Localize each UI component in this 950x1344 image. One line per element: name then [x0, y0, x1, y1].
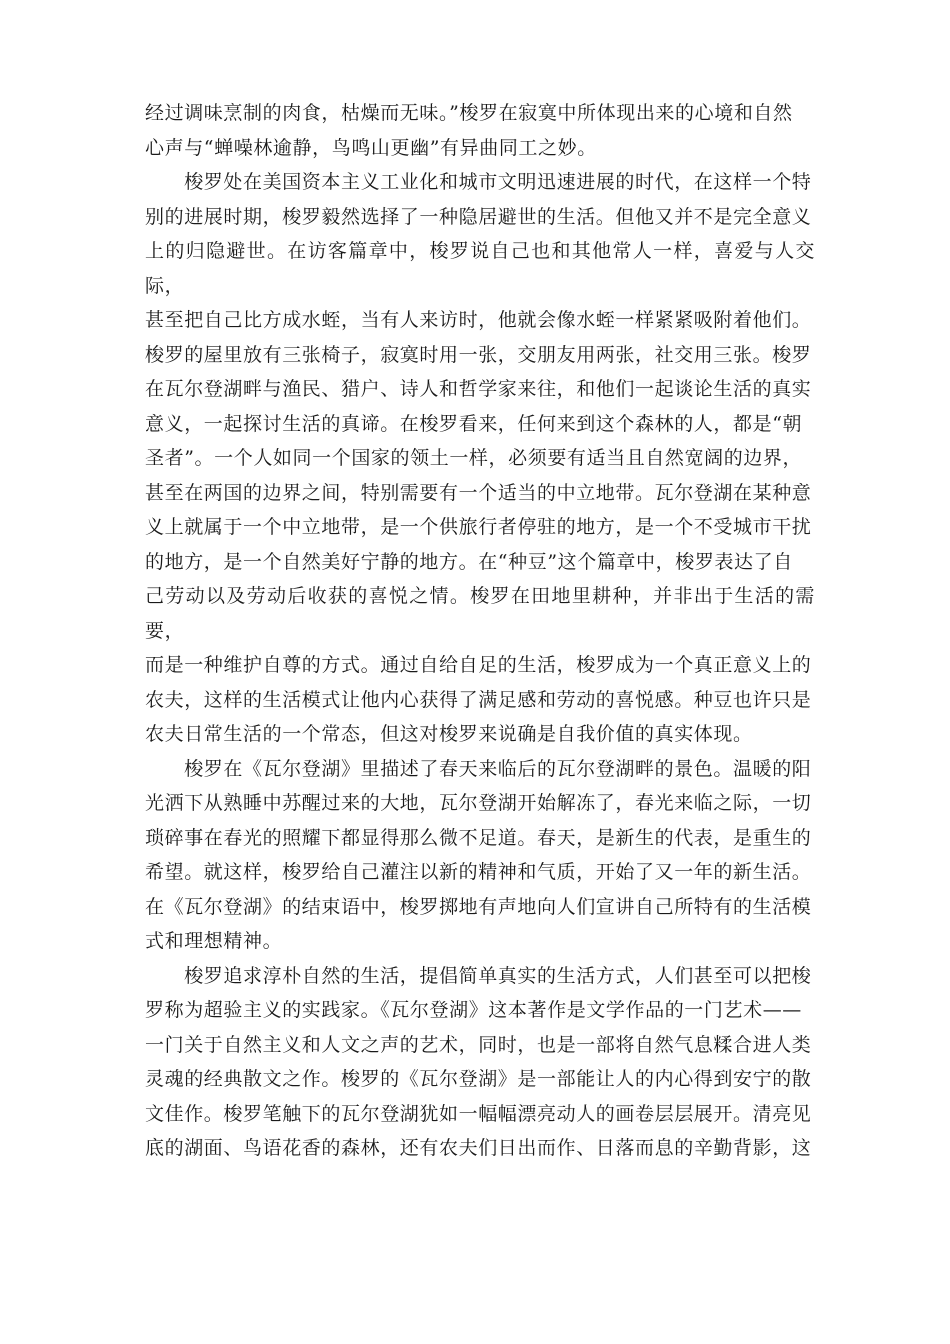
paragraph-1: 经过调味烹制的肉食，枯燥而无味。”梭罗在寂寞中所体现出来的心境和自然 心声与“蝉噪林逾静，鸟鸣山更幽”有异曲同工之妙。 [145, 102, 793, 159]
paragraph-3: 梭罗在《瓦尔登湖》里描述了春天来临后的瓦尔登湖畔的景色。温暖的阳 光洒下从熟睡中苏醒过来的大地，瓦尔登湖开始解冻了，春光来临之际，一切 琐碎事在春光的照耀下都显得那么微不足道。春天，是新生的代表，是重生的 希望。就这样，梭罗给自己灌注以新的精神和气质，开始了又一年的新生活。 在《瓦尔登湖》的结束语中，梭罗掷地有声地向人们宣讲自己所特有的生活模 式和理想精神。 [145, 757, 812, 952]
paragraph-2: 梭罗处在美国资本主义工业化和城市文明迅速进展的时代，在这样一个特 别的进展时期，梭罗毅然选择了一种隐居避世的生活。但他又并不是完全意义 上的归隐避世。在访客篇章中，梭罗说自己也和其他常人一样，喜爱与人交际， 甚至把自己比方成水蛭，当有人来访时，他就会像水蛭一样紧紧吸附着他们。 梭罗的屋里放有三张椅子，寂寞时用一张，交朋友用两张，社交用三张。梭罗 在瓦尔登湖畔与渔民、猎户、诗人和哲学家来往，和他们一起谈论生活的真实 意义，一起探讨生活的真谛。在梭罗看来，任何来到这个森林的人，都是“朝 圣者”。一个人如同一个国家的领土一样，必须要有适当且自然宽阔的边界， 甚至在两国的边界之间，特别需要有一个适当的中立地带。瓦尔登湖在某种意 义上就属于一个中立地带，是一个供旅行者停驻的地方，是一个不受城市干扰 的地方，是一个自然美好宁静的地方。在“种豆”这个篇章中，梭罗表达了自 己劳动以及劳动后收获的喜悦之情。梭罗在田地里耕种，并非出于生活的需要， 而是一种维护自尊的方式。通过自给自足的生活，梭罗成为一个真正意义上的 农夫，这样的生活模式让他内心获得了满足感和劳动的喜悦感。种豆也许只是 农夫日常生活的一个常态，但这对梭罗来说确是自我价值的真实体现。 [145, 171, 815, 745]
body-text [145, 96, 815, 1166]
paragraph-4: 梭罗追求淳朴自然的生活，提倡简单真实的生活方式，人们甚至可以把梭 罗称为超验主义的实践家。《瓦尔登湖》这本著作是文学作品的一门艺术—— 一门关于自然主义和人文之声的艺术，同时，也是一部将自然气息糅合进人类 灵魂的经典散文之作。梭罗的《瓦尔登湖》是一部能让人的内心得到安宁的散 文佳作。梭罗笔触下的瓦尔登湖犹如一幅幅漂亮动人的画卷层层展开。清亮见 底的湖面、鸟语花香的森林，还有农夫们日出而作、日落而息的辛勤背影，这 [145, 964, 812, 1159]
